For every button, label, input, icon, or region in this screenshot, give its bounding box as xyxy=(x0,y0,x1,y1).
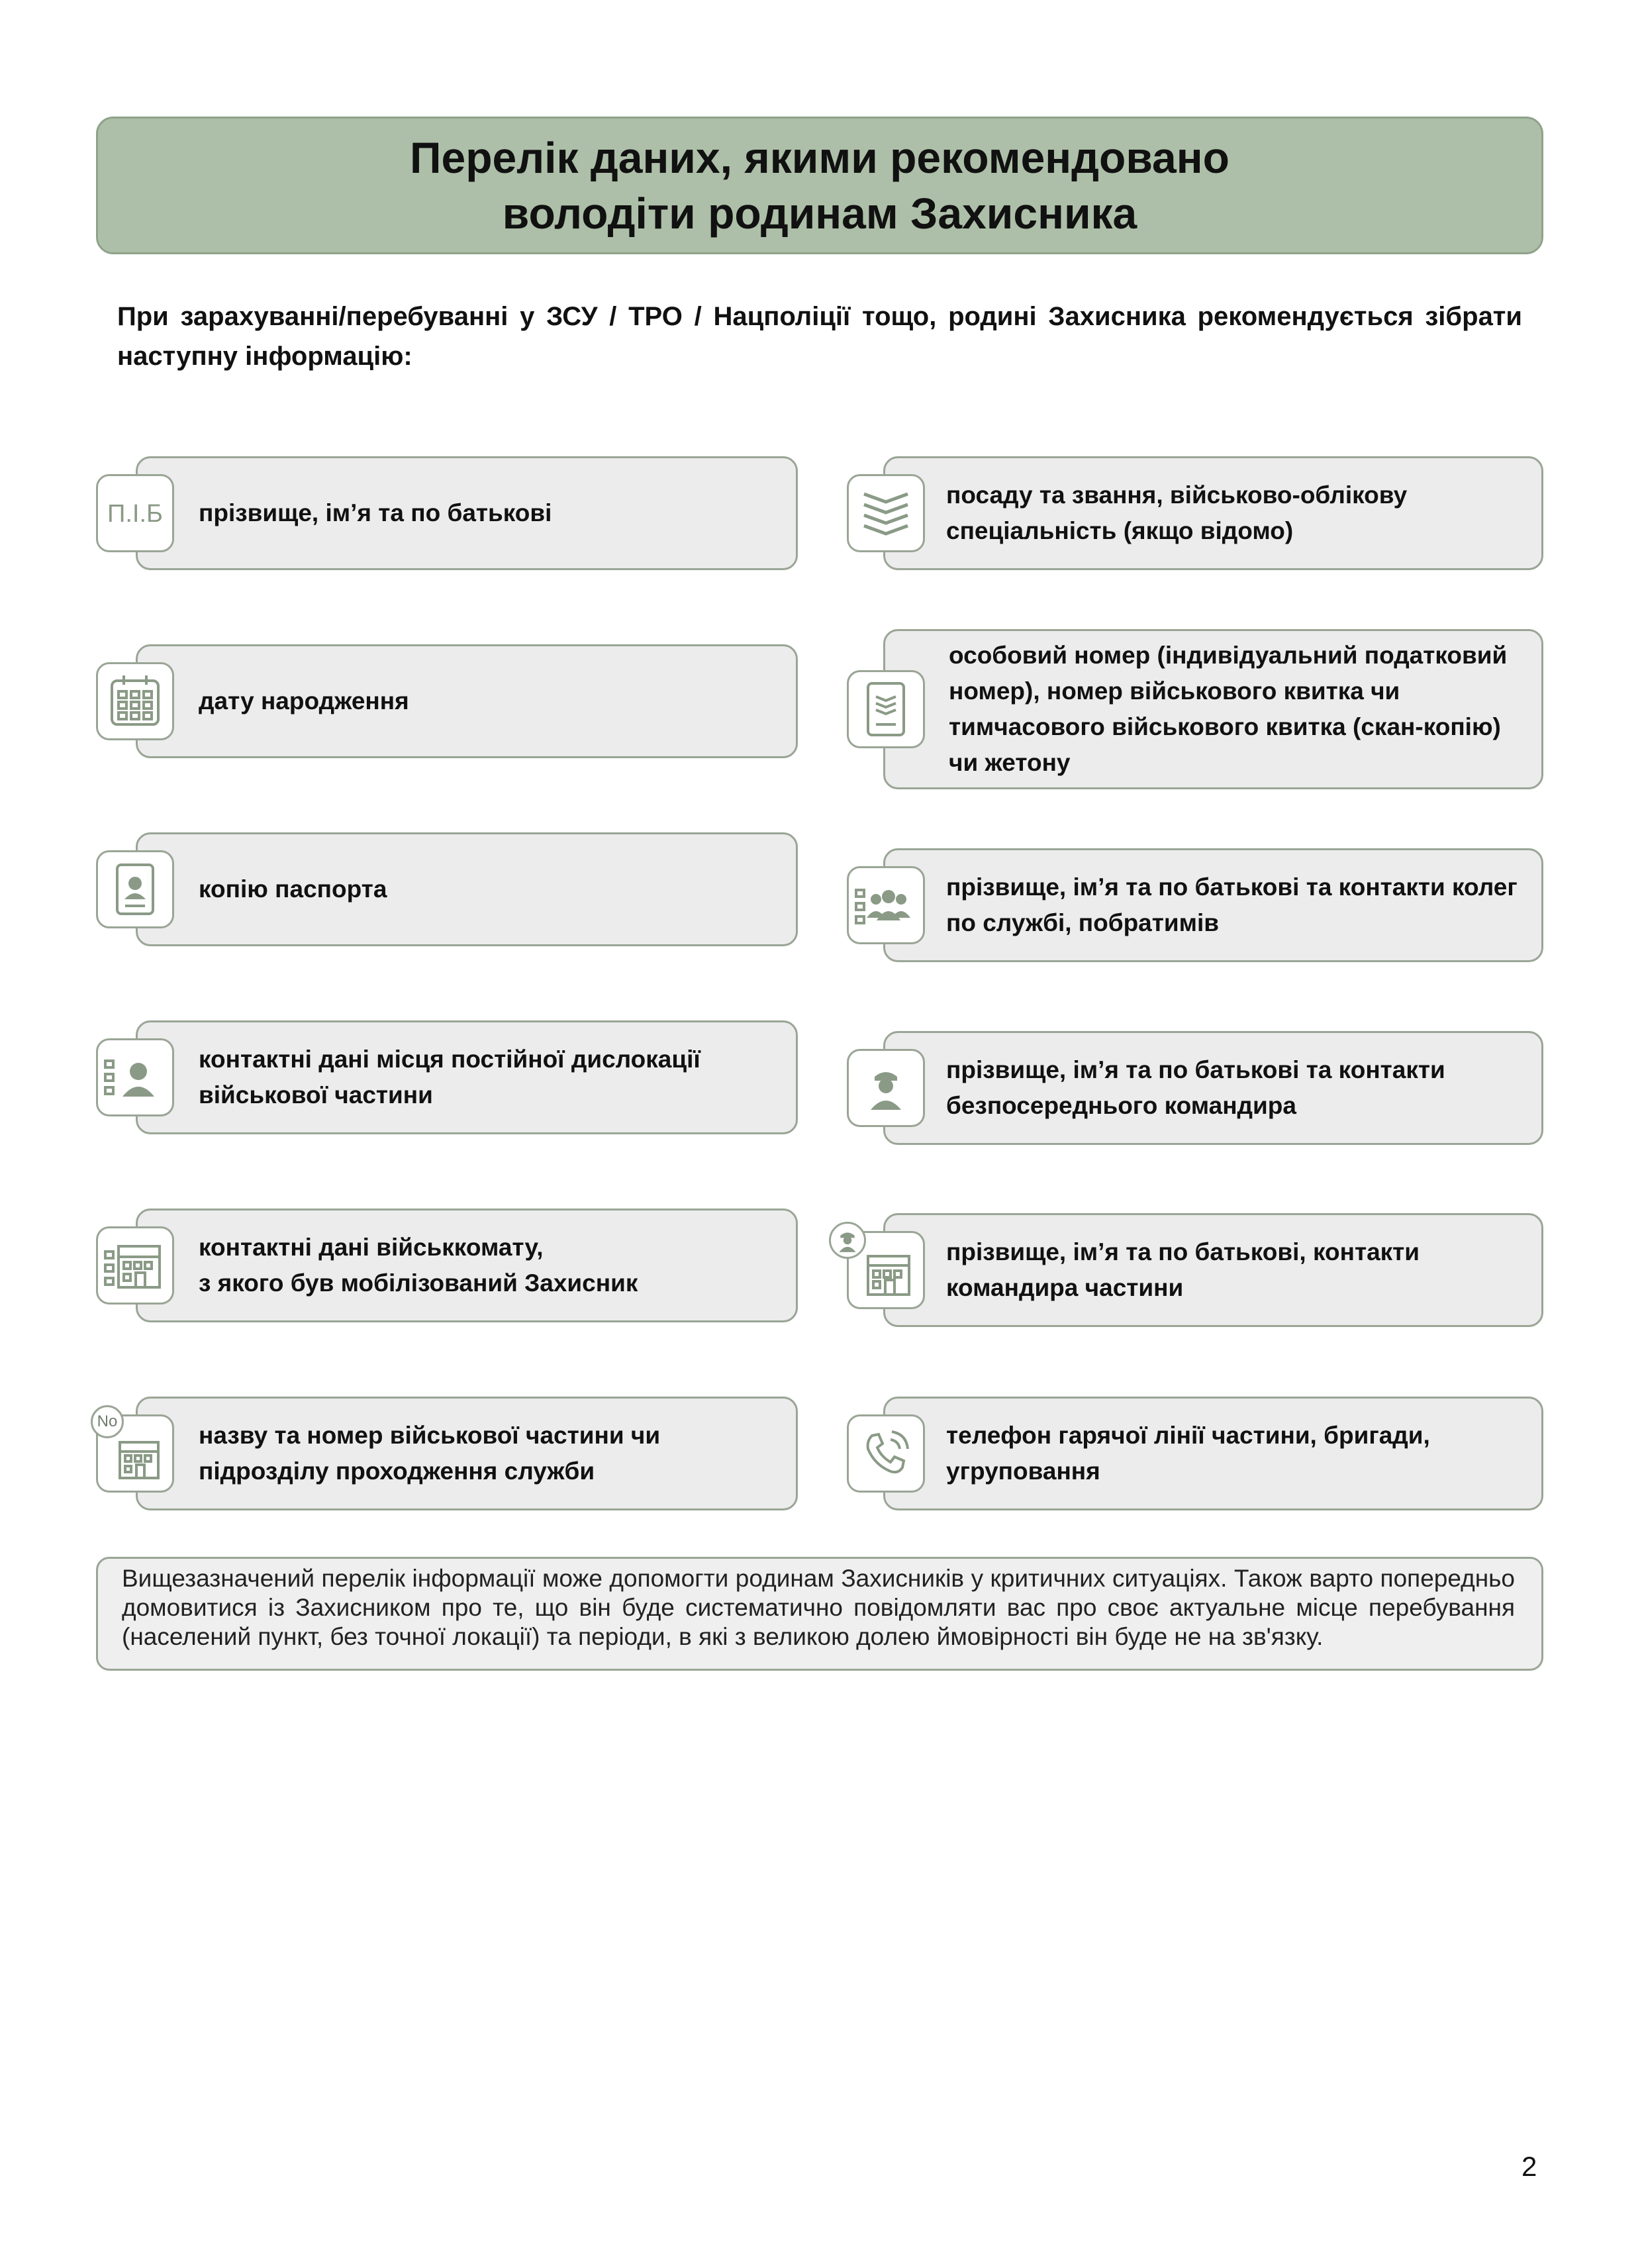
military-office-icon xyxy=(96,1226,174,1305)
intro-paragraph: При зарахуванні/перебуванні у ЗСУ / ТРО / Нацполіції тощо, родині Захисника рекомендується зібрати наступну інформацію: xyxy=(117,302,1522,371)
info-card-text: прізвище, ім’я та по батькові xyxy=(199,499,552,526)
name-initials-icon xyxy=(96,474,174,552)
info-card-text: телефон гарячої лінії частини, бригади, угруповання xyxy=(946,1422,1430,1485)
military-id-icon xyxy=(847,670,925,748)
commander-icon xyxy=(847,1049,925,1127)
info-card-text: прізвище, ім’я та по батькові та контакти безпосереднього командира xyxy=(946,1056,1445,1119)
hotline-phone-icon xyxy=(847,1414,925,1493)
colleagues-icon xyxy=(847,866,925,944)
number-badge-icon xyxy=(91,1405,124,1438)
info-card-text: копію паспорта xyxy=(199,875,387,903)
info-card-text: контактні дані місця постійної дислокації військової частини xyxy=(199,1046,700,1109)
info-card-text: контактні дані військкомату, з якого був мобілізований Захисник xyxy=(199,1234,638,1297)
calendar-icon xyxy=(96,662,174,740)
info-card-unit-commander xyxy=(883,1213,1543,1327)
passport-icon xyxy=(96,850,174,928)
info-card-colleagues-contacts xyxy=(883,848,1543,962)
page-title-line-2: володіти родинам Захисника xyxy=(502,189,1137,238)
info-card-direct-commander xyxy=(883,1031,1543,1145)
officer-badge-icon xyxy=(829,1222,866,1259)
info-card-text: прізвище, ім’я та по батькові, контакти командира частини xyxy=(946,1238,1420,1301)
page-number: 2 xyxy=(1521,2151,1537,2182)
info-card-unit-location-contacts xyxy=(136,1020,798,1134)
info-card-birth-date xyxy=(136,644,798,758)
info-card-position-rank xyxy=(883,456,1543,570)
number-badge-text: No xyxy=(97,1412,118,1430)
info-card-text: дату народження xyxy=(199,687,409,715)
info-card-passport-copy xyxy=(136,832,798,946)
page-title-banner xyxy=(96,117,1543,254)
info-card-full-name xyxy=(136,456,798,570)
contact-book-icon xyxy=(96,1038,174,1116)
info-card-personal-number xyxy=(883,629,1543,789)
info-card-text: назву та номер військової частини чи підрозділу проходження служби xyxy=(199,1422,661,1485)
info-card-text: особовий номер (індивідуальний податковий номер), номер військового квитка чи тимчасового військового квитка (скан-копію) чи жетону xyxy=(949,642,1508,776)
info-card-unit-name-number xyxy=(136,1397,798,1510)
svg-text:П.І.Б: П.І.Б xyxy=(107,500,163,528)
info-card-text: прізвище, ім’я та по батькові та контакти колег по службі, побратимів xyxy=(946,873,1518,936)
info-card-text: посаду та звання, військово-облікову спеціальність (якщо відомо) xyxy=(946,481,1408,544)
info-card-military-office-contacts xyxy=(136,1208,798,1322)
page-title-line-1: Перелік даних, якими рекомендовано xyxy=(410,133,1230,182)
info-card-hotline xyxy=(883,1397,1543,1510)
rank-chevrons-icon xyxy=(847,474,925,552)
note-paragraph: Вищезазначений перелік інформації може допомогти родинам Захисників у критичних ситуаціях. Також варто попередньо домовитися із Захисником про те, що він буде систематично повідомляти вас про своє актуальне місце перебування (населений пункт, без точної локації) та періоди, в які з великою долею ймовірності він буде не на зв'язку. xyxy=(96,1557,1543,1671)
